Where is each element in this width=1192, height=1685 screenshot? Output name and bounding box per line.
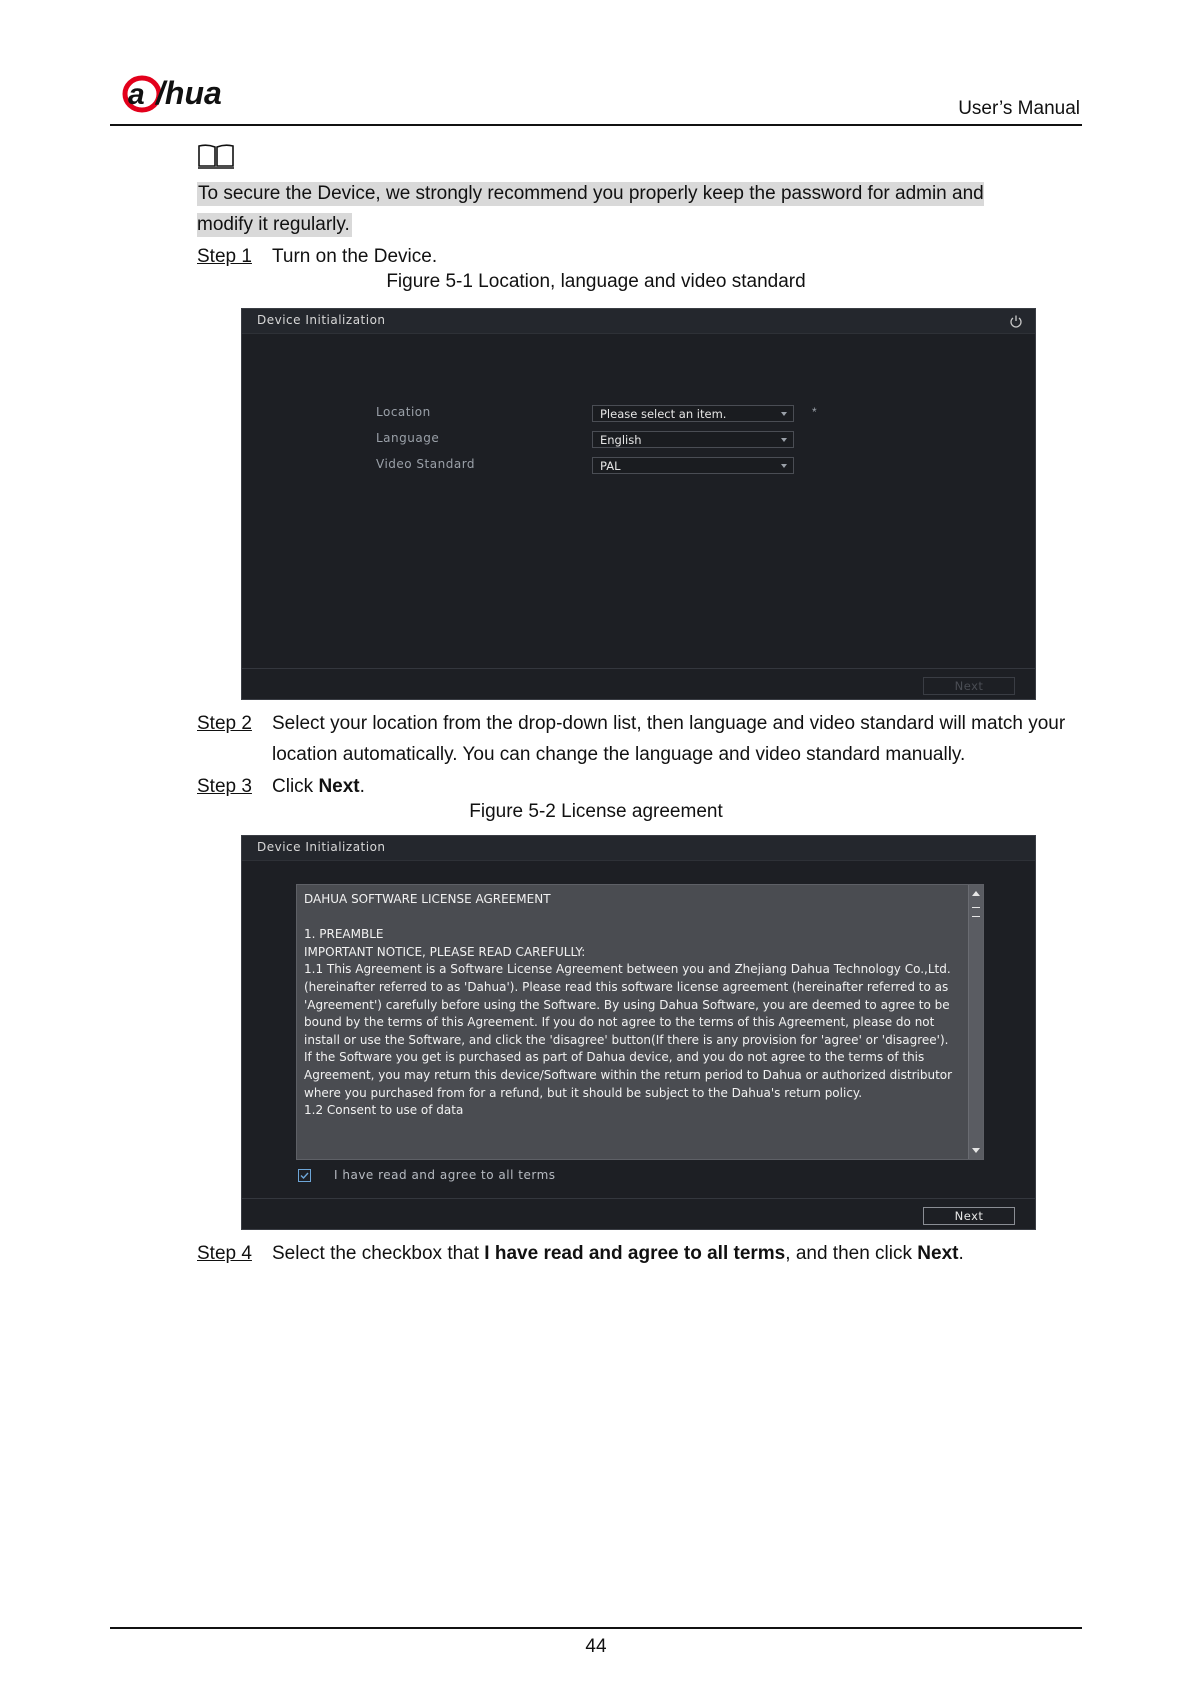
note-text: To secure the Device, we strongly recommend you properly keep the password for admin and modify it regularly. — [197, 183, 984, 235]
step-text: Select your location from the drop-down list, then language and video standard will match your location automatically. You can change the language and video standard manually. — [272, 713, 1066, 765]
figure-caption-2: Figure 5-2 License agreement — [469, 801, 723, 822]
step-bold: I have read and agree to all terms — [484, 1243, 786, 1264]
figure-caption-1: Figure 5-1 Location, language and video standard — [386, 271, 806, 292]
step-text: . — [958, 1243, 964, 1264]
language-value: English — [600, 433, 642, 447]
license-scrollbar[interactable] — [968, 885, 983, 1159]
book-icon — [197, 143, 235, 169]
step-text: . — [359, 776, 365, 797]
screen-footer — [242, 668, 1035, 699]
step-bold: Next — [917, 1243, 959, 1264]
screen-footer — [242, 1198, 1035, 1229]
step-1 — [197, 241, 1097, 272]
svg-text:/hua: /hua — [156, 75, 222, 111]
step-text: Turn on the Device. — [272, 246, 438, 267]
step-label: Step 4 — [197, 1243, 252, 1264]
step-text: Click — [272, 776, 319, 797]
location-label: Location — [376, 405, 431, 419]
video-standard-select[interactable] — [592, 457, 794, 474]
step-text: Select the checkbox that — [272, 1243, 485, 1264]
manual-title: User’s Manual — [958, 98, 1080, 119]
video-standard-label: Video Standard — [376, 457, 476, 471]
next-button[interactable]: Next — [923, 1207, 1015, 1225]
header-rule — [110, 124, 1082, 126]
chevron-down-icon — [781, 438, 787, 442]
dahua-logo — [120, 72, 260, 118]
check-icon — [299, 1170, 310, 1181]
footer-rule — [110, 1627, 1082, 1629]
license-text: DAHUA SOFTWARE LICENSE AGREEMENT 1. PREAMBLE IMPORTANT NOTICE, PLEASE READ CAREFULLY: 1.1 This Agreement is a Software License Agreement between you and Zhejiang Dahua Technology Co.,Ltd. (hereinafter referred to as 'Dahua'). Please read this software license agreement (hereinafter referred to as 'Agreement') carefully before using the Software. By using Dahua Software, you are deemed to agree to be bound by the terms of this Agreement. If you do not agree to the terms of this Agreement, please do not install or use the Software, and click the 'disagree' button(If there is any provision for 'agree' or 'disagree'). If the Software you get is purchased as part of Dahua device, and you do not agree to the terms of this Agreement, you may return this device/Software within the return period to Dahua or authorized distributor where you purchased from for a refund, but it should be subject to the Dahua's return policy. 1.2 Consent to use of data — [304, 892, 953, 1118]
location-value: Please select an item. — [600, 407, 727, 421]
license-text-area[interactable] — [296, 884, 984, 1160]
language-select[interactable] — [592, 431, 794, 448]
chevron-down-icon — [781, 412, 787, 416]
step-3 — [197, 771, 1097, 802]
screen-title: Device Initialization — [257, 840, 386, 854]
step-label: Step 1 — [197, 246, 252, 267]
language-label: Language — [376, 431, 440, 445]
scroll-thumb[interactable] — [972, 907, 980, 917]
svg-text:a: a — [128, 78, 145, 111]
page-number: 44 — [585, 1636, 607, 1657]
next-button[interactable]: Next — [923, 677, 1015, 695]
scroll-up-icon[interactable] — [972, 891, 980, 896]
agree-checkbox[interactable] — [298, 1169, 311, 1182]
agree-checkbox-label[interactable]: I have read and agree to all terms — [334, 1168, 556, 1182]
device-init-screen-2 — [241, 835, 1036, 1230]
device-init-screen-1 — [241, 308, 1036, 700]
required-mark: * — [812, 405, 817, 419]
step-4 — [197, 1238, 1097, 1269]
video-standard-value: PAL — [600, 459, 621, 473]
screen-title: Device Initialization — [257, 313, 386, 327]
security-note — [197, 178, 1017, 240]
power-icon[interactable] — [1009, 314, 1023, 328]
step-label: Step 3 — [197, 776, 252, 797]
step-text: , and then click — [785, 1243, 918, 1264]
step-2 — [197, 708, 1097, 770]
location-select[interactable] — [592, 405, 794, 422]
step-bold: Next — [318, 776, 360, 797]
step-label: Step 2 — [197, 713, 252, 734]
chevron-down-icon — [781, 464, 787, 468]
scroll-down-icon[interactable] — [972, 1148, 980, 1153]
